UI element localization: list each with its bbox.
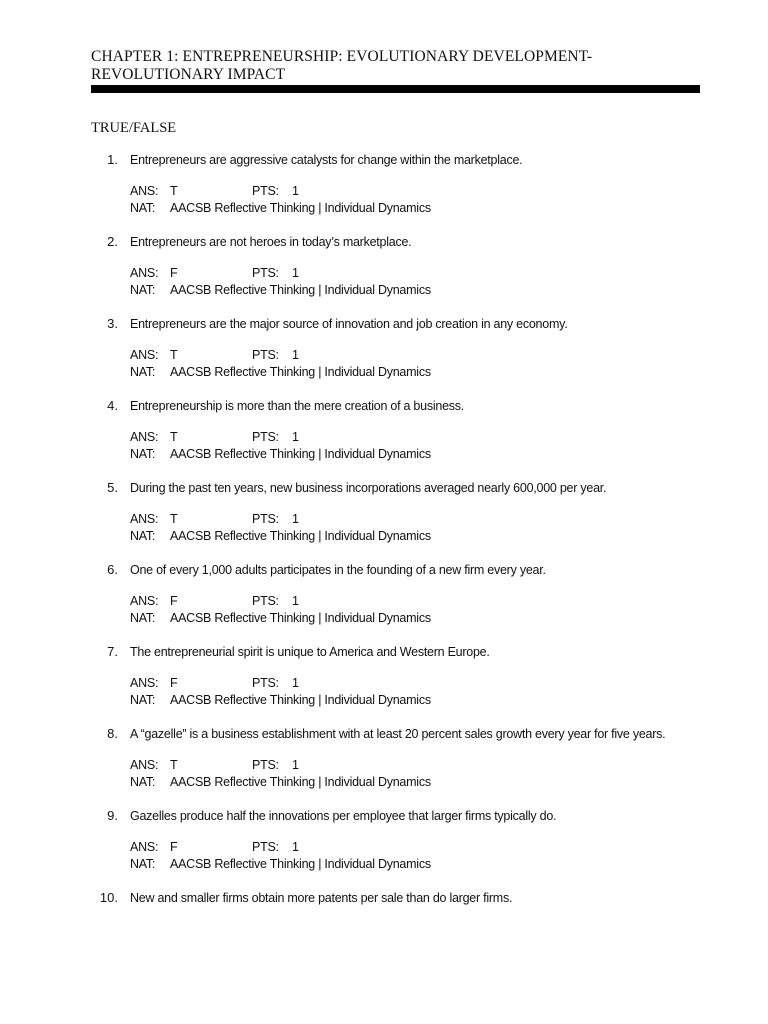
answer-value: F [170,594,178,608]
answer-label: ANS: [130,184,159,198]
question-item-10 [0,889,768,971]
points-label: PTS: [252,594,279,608]
question-item-7 [0,643,768,725]
question-number: 7. [107,644,118,659]
nat-label: NAT: [130,365,156,379]
question-number: 5. [107,480,118,495]
nat-value: AACSB Reflective Thinking | Individual Dynamics [170,447,431,461]
points-label: PTS: [252,266,279,280]
nat-label: NAT: [130,611,156,625]
points-value: 1 [292,594,299,608]
nat-value: AACSB Reflective Thinking | Individual Dynamics [170,283,431,297]
nat-label: NAT: [130,857,156,871]
points-value: 1 [292,840,299,854]
nat-label: NAT: [130,201,156,215]
question-list [0,151,768,971]
points-label: PTS: [252,758,279,772]
answer-value: T [170,184,178,198]
question-number: 2. [107,234,118,249]
points-value: 1 [292,266,299,280]
question-item-3 [0,315,768,397]
question-item-8 [0,725,768,807]
answer-value: T [170,758,178,772]
points-label: PTS: [252,840,279,854]
answer-label: ANS: [130,430,159,444]
question-item-6 [0,561,768,643]
points-label: PTS: [252,184,279,198]
question-number: 4. [107,398,118,413]
points-value: 1 [292,348,299,362]
nat-value: AACSB Reflective Thinking | Individual Dynamics [170,775,431,789]
question-number: 3. [107,316,118,331]
nat-label: NAT: [130,447,156,461]
question-text: Gazelles produce half the innovations per employee that larger firms typically do. [130,809,557,823]
question-number: 6. [107,562,118,577]
question-number: 8. [107,726,118,741]
answer-label: ANS: [130,512,159,526]
question-number: 9. [107,808,118,823]
points-label: PTS: [252,512,279,526]
answer-label: ANS: [130,266,159,280]
question-text: A “gazelle” is a business establishment with at least 20 percent sales growth every year for five years. [130,727,666,741]
section-heading-true-false: TRUE/FALSE [91,120,177,136]
points-value: 1 [292,676,299,690]
question-item-2 [0,233,768,315]
chapter-title-line-1: CHAPTER 1: ENTREPRENEURSHIP: EVOLUTIONARY DEVELOPMENT- [91,48,593,65]
question-number: 1. [107,152,118,167]
nat-label: NAT: [130,775,156,789]
answer-label: ANS: [130,840,159,854]
question-text: New and smaller firms obtain more patents per sale than do larger firms. [130,891,513,905]
points-label: PTS: [252,676,279,690]
nat-value: AACSB Reflective Thinking | Individual Dynamics [170,201,431,215]
question-item-1 [0,151,768,233]
points-label: PTS: [252,430,279,444]
nat-label: NAT: [130,283,156,297]
nat-label: NAT: [130,693,156,707]
points-label: PTS: [252,348,279,362]
points-value: 1 [292,512,299,526]
question-text: Entrepreneurs are the major source of innovation and job creation in any economy. [130,317,568,331]
question-text: The entrepreneurial spirit is unique to America and Western Europe. [130,645,490,659]
question-text: Entrepreneurs are not heroes in today’s marketplace. [130,235,412,249]
answer-value: T [170,430,178,444]
question-text: Entrepreneurship is more than the mere creation of a business. [130,399,464,413]
chapter-title [91,48,711,84]
answer-label: ANS: [130,676,159,690]
question-item-9 [0,807,768,889]
points-value: 1 [292,758,299,772]
title-rule [91,85,700,93]
nat-value: AACSB Reflective Thinking | Individual Dynamics [170,529,431,543]
question-text: Entrepreneurs are aggressive catalysts for change within the marketplace. [130,153,523,167]
question-text: During the past ten years, new business incorporations averaged nearly 600,000 per year. [130,481,607,495]
nat-value: AACSB Reflective Thinking | Individual Dynamics [170,365,431,379]
question-item-4 [0,397,768,479]
nat-value: AACSB Reflective Thinking | Individual Dynamics [170,693,431,707]
nat-value: AACSB Reflective Thinking | Individual Dynamics [170,857,431,871]
answer-label: ANS: [130,594,159,608]
question-item-5 [0,479,768,561]
answer-value: F [170,676,178,690]
question-text: One of every 1,000 adults participates in the founding of a new firm every year. [130,563,546,577]
answer-value: F [170,840,178,854]
answer-value: T [170,512,178,526]
answer-label: ANS: [130,348,159,362]
nat-value: AACSB Reflective Thinking | Individual Dynamics [170,611,431,625]
nat-label: NAT: [130,529,156,543]
points-value: 1 [292,430,299,444]
answer-value: T [170,348,178,362]
answer-value: F [170,266,178,280]
chapter-title-line-2: REVOLUTIONARY IMPACT [91,66,286,83]
answer-label: ANS: [130,758,159,772]
points-value: 1 [292,184,299,198]
question-number: 10. [99,890,118,905]
